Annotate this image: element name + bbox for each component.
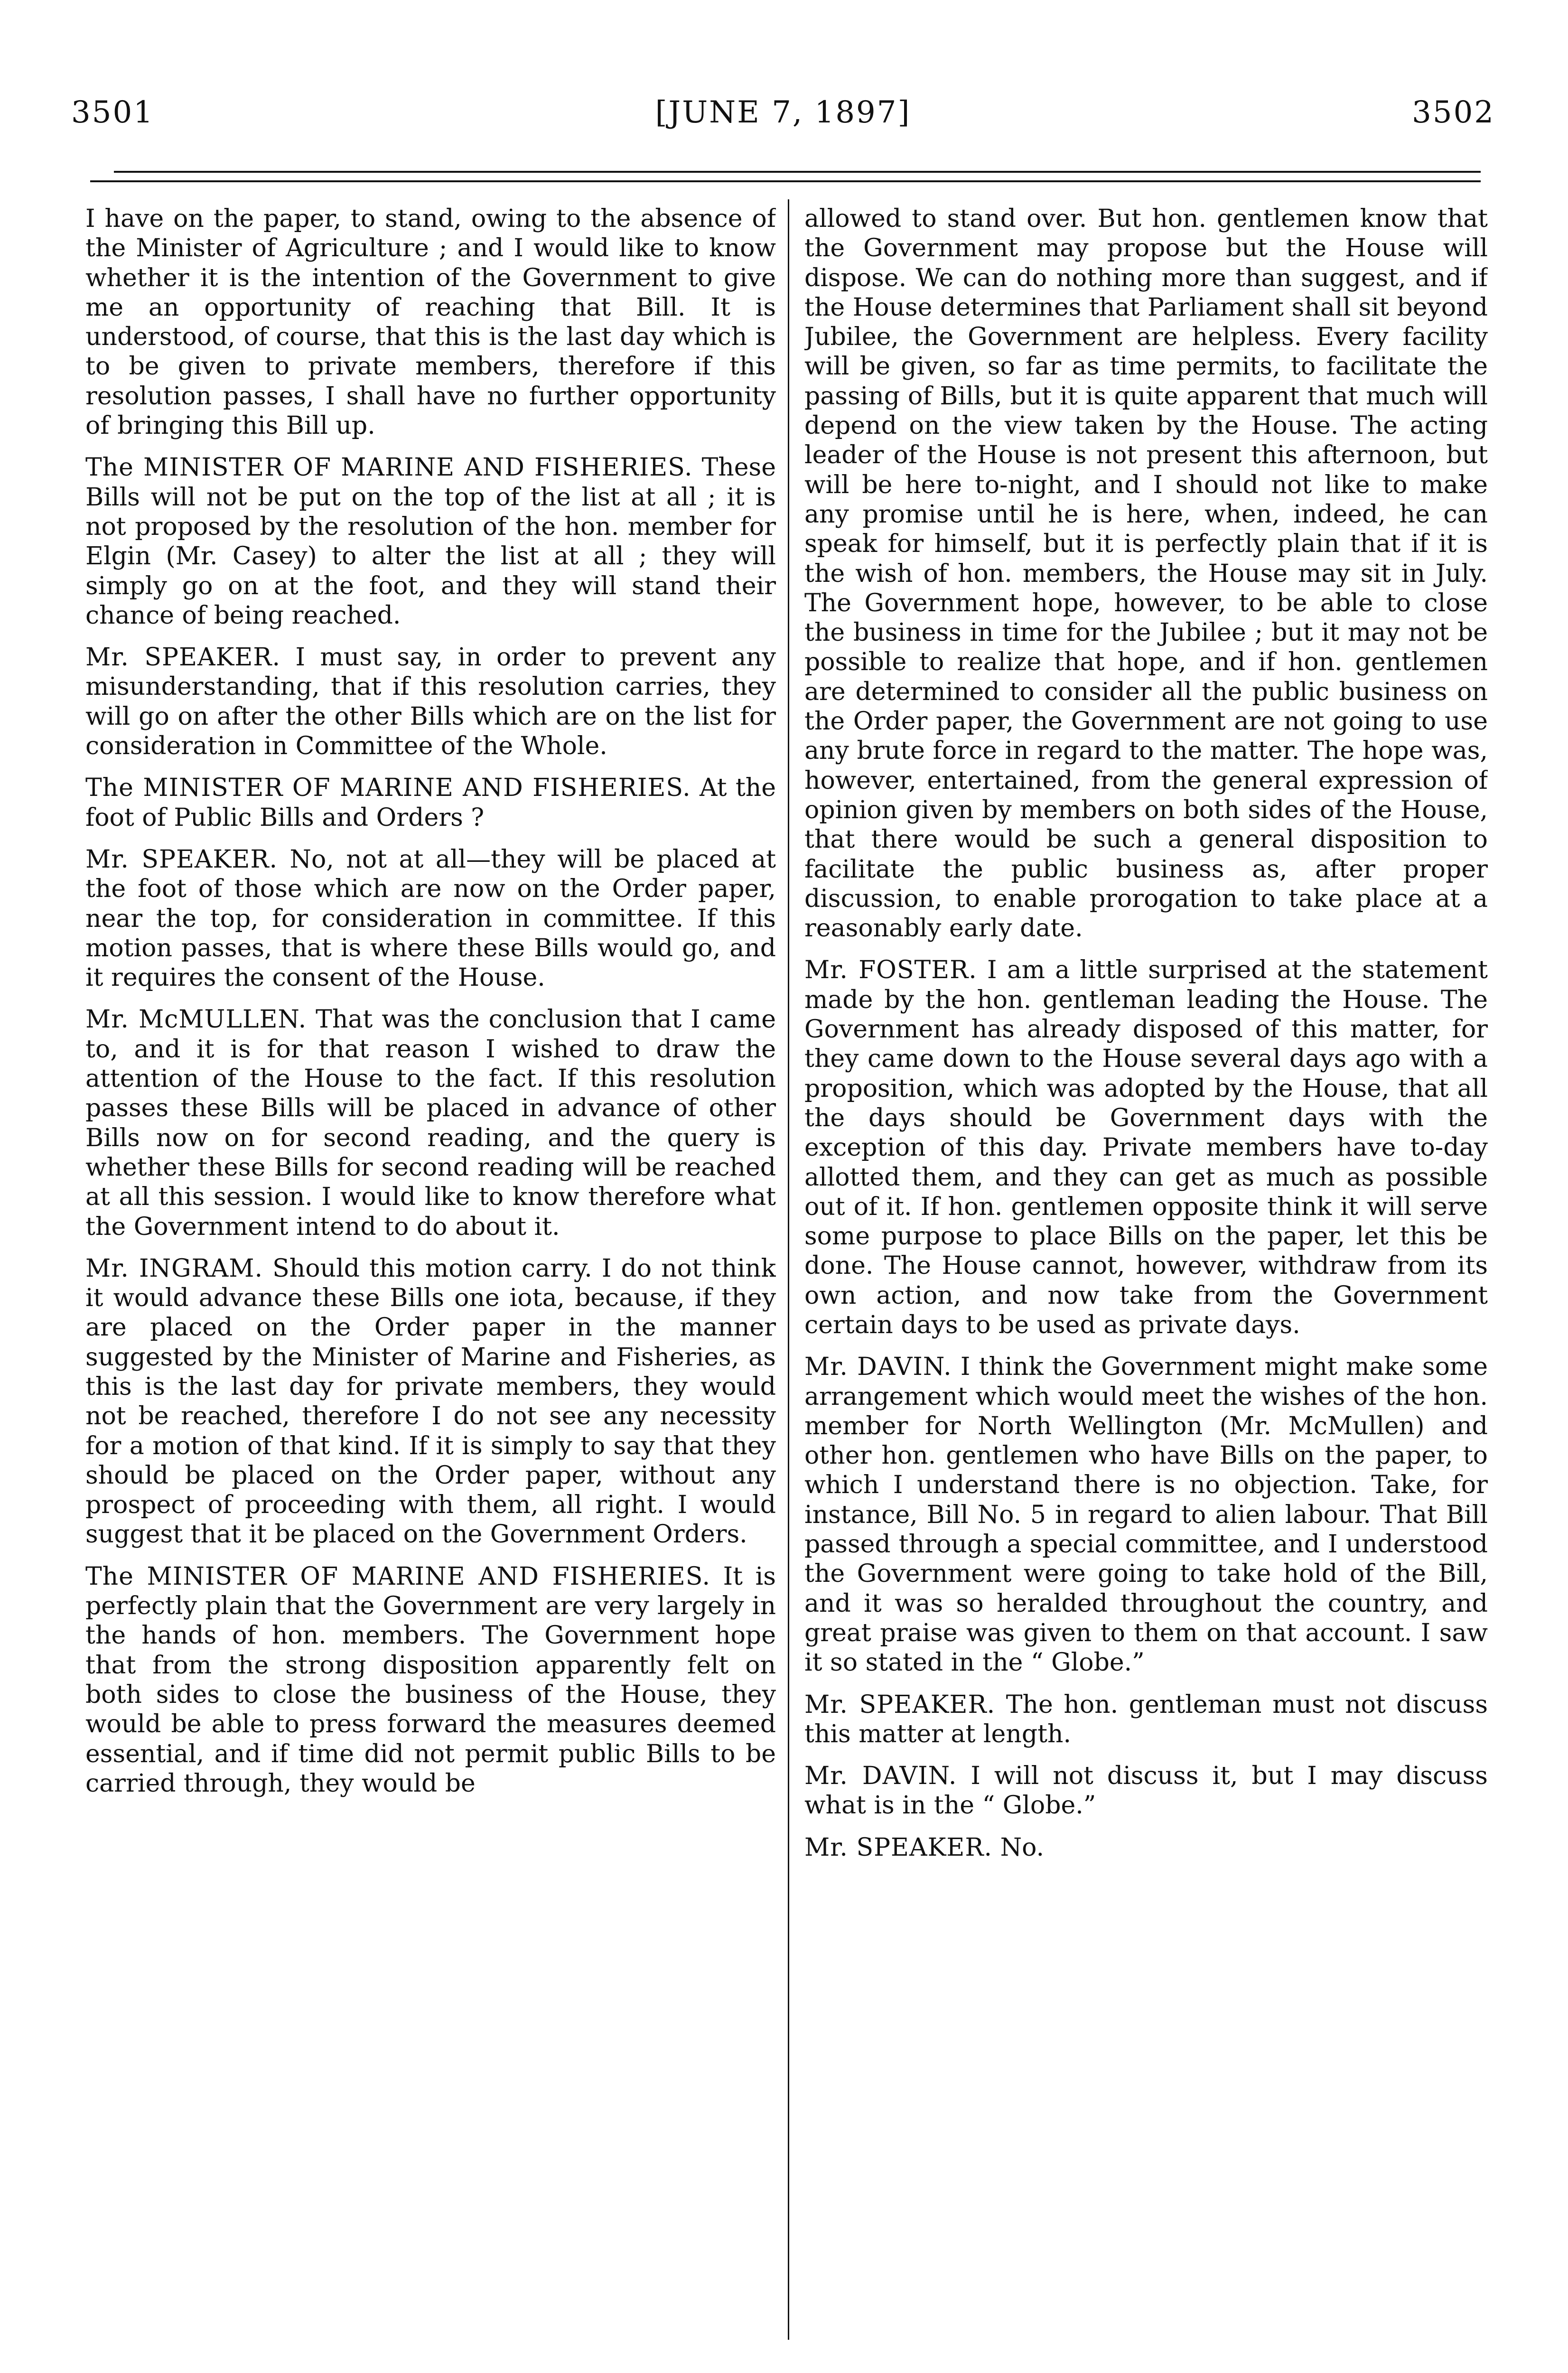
speaker-name: Mr. FOSTER. [804, 956, 977, 985]
paragraph [85, 1005, 776, 1241]
page-number-left: 3501 [71, 95, 154, 130]
paragraph [85, 453, 776, 630]
speaker-name: Mr. SPEAKER. [804, 1833, 993, 1862]
paragraph [804, 1690, 1488, 1749]
paragraph-text: allowed to stand over. But hon. gentlemen know that the Government may propose but the House will dispose. We can do nothing more than suggest, and if the House determines that Parliament shall sit beyond Jubilee, the Government are helpless. Every facility will be given, so far as time permits, to facilitate the passing of Bills, but it is quite apparent that much will depend on the view taken by the House. The acting leader of the House is not present this afternoon, but will be here to-night, and I should not like to make any promise until he is here, when, indeed, he can speak for himself, but it is perfectly plain that if it is the wish of hon. members, the House may sit in July. The Government hope, however, to be able to close the business in time for the Jubilee ; but it may not be possible to realize that hope, and if hon. gentlemen are determined to consider all the public business on the Order paper, the Government are not going to use any brute force in regard to the matter. The hope was, however, entertained, from the general expression of opinion given by members on both sides of the House, that there would be such a general disposition to facilitate the public business as, after proper discussion, to enable prorogation to take place at a reasonably early date. [804, 205, 1488, 943]
paragraph-text: I have on the paper, to stand, owing to the absence of the Minister of Agriculture ; and I would like to know whether it is the intention of the Government to give me an opportunity of reaching that Bill. It is understood, of course, that this is the last day which is to be given to private members, therefore if this resolution passes, I shall have no further opportunity of bringing this Bill up. [85, 205, 776, 440]
paragraph [804, 1833, 1488, 1862]
paragraph-text: I must say, in order to prevent any misunderstanding, that if this resolution carries, they will go on after the other Bills which are on the list for consideration in Committee of the Whole. [85, 643, 776, 761]
column-divider [788, 199, 789, 2340]
paragraph-text: Should this motion carry. I do not think it would advance these Bills one iota, because, if they are placed on the Order paper in the manner suggested by the Minister of Marine and Fisheries, as this is the last day for private members, they would not be reached, therefore I do not see any necessity for a motion of that kind. If it is simply to say that they should be placed on the Order paper, without any prospect of proceeding with them, all right. I would suggest that it be placed on the Government Orders. [85, 1254, 776, 1549]
speaker-name: Mr. SPEAKER. [85, 845, 278, 874]
paragraph [85, 773, 776, 832]
paragraph [85, 204, 776, 440]
paragraph-text: It is perfectly plain that the Government are very largely in the hands of hon. members. The Government hope that from the strong disposition apparently felt on both sides to close the business of the House, they would be able to press forward the measures deemed essential, and if time did not permit public Bills to be carried through, they would be [85, 1562, 776, 1798]
paragraph-text: I think the Government might make some arrangement which would meet the wishes of the hon. member for North Wellington (Mr. McMullen) and other hon. gentlemen who have Bills on the paper, to which I understand there is no objection. Take, for instance, Bill No. 5 in regard to alien labour. That Bill passed through a special committee, and I understood the Government were going to take hold of the Bill, and it was so heralded throughout the country, and great praise was given to them on that account. I saw it so stated in the “ Globe.” [804, 1353, 1488, 1677]
paragraph [804, 204, 1488, 943]
speaker-name: Mr. SPEAKER. [85, 643, 280, 672]
page-header [71, 95, 1495, 138]
speaker-name: The MINISTER OF MARINE AND FISHERIES. [85, 453, 693, 482]
right-column [804, 204, 1488, 2349]
paragraph [85, 845, 776, 992]
page-date: [JUNE 7, 1897] [655, 95, 911, 130]
paragraph-text: That was the conclusion that I came to, and it is for that reason I wished to draw the attention of the House to the fact. If this resolution passes these Bills will be placed in advance of other Bills now on for second reading, and the query is whether these Bills for second reading will be reached at all this session. I would like to know therefore what the Government intend to do about it. [85, 1005, 776, 1241]
paragraph-text: At the foot of Public Bills and Orders ? [85, 774, 776, 832]
paragraph-text: No. [1000, 1833, 1045, 1862]
paragraph-text: The hon. gentleman must not discuss this matter at length. [804, 1690, 1488, 1748]
paragraph-text: I am a little surprised at the statement made by the hon. gentleman leading the House. The Government has already disposed of this matter, for they came down to the House several days ago with a proposition, which was adopted by the House, that all the days should be Government days with the exception of this day. Private members have to-day allotted them, and they can get as much as possible out of it. If hon. gentlemen opposite think it will serve some purpose to place Bills on the paper, let this be done. The House cannot, however, withdraw from its own action, and now take from the Government certain days to be used as private days. [804, 956, 1488, 1339]
paragraph [85, 643, 776, 761]
speaker-name: The MINISTER OF MARINE AND FISHERIES. [85, 774, 691, 803]
speaker-name: The MINISTER OF MARINE AND FISHERIES. [85, 1562, 711, 1591]
paragraph [804, 1352, 1488, 1677]
speaker-name: Mr. McMULLEN. [85, 1005, 307, 1034]
paragraph-text: I will not discuss it, but I may discuss what is in the “ Globe.” [804, 1762, 1488, 1820]
header-rule-bottom [90, 180, 1481, 182]
speaker-name: Mr. INGRAM. [85, 1254, 263, 1283]
paragraph [804, 1761, 1488, 1821]
paragraph-text: These Bills will not be put on the top of the list at all ; it is not proposed by the resolution of the hon. member for Elgin (Mr. Casey) to alter the list at all ; they will simply go on at the foot, and they will stand their chance of being reached. [85, 453, 776, 630]
paragraph-text: No, not at all—they will be placed at the foot of those which are now on the Order paper, near the top, for consideration in committee. If this motion passes, that is where these Bills would go, and it requires the consent of the House. [85, 845, 776, 992]
speaker-name: Mr. DAVIN. [804, 1762, 957, 1791]
speaker-name: Mr. DAVIN. [804, 1353, 952, 1382]
page-number-right: 3502 [1412, 95, 1495, 130]
left-column [85, 204, 776, 2349]
paragraph [85, 1254, 776, 1550]
speaker-name: Mr. SPEAKER. [804, 1690, 996, 1719]
paragraph [85, 1562, 776, 1798]
header-rule-top [114, 171, 1481, 173]
paragraph [804, 955, 1488, 1340]
